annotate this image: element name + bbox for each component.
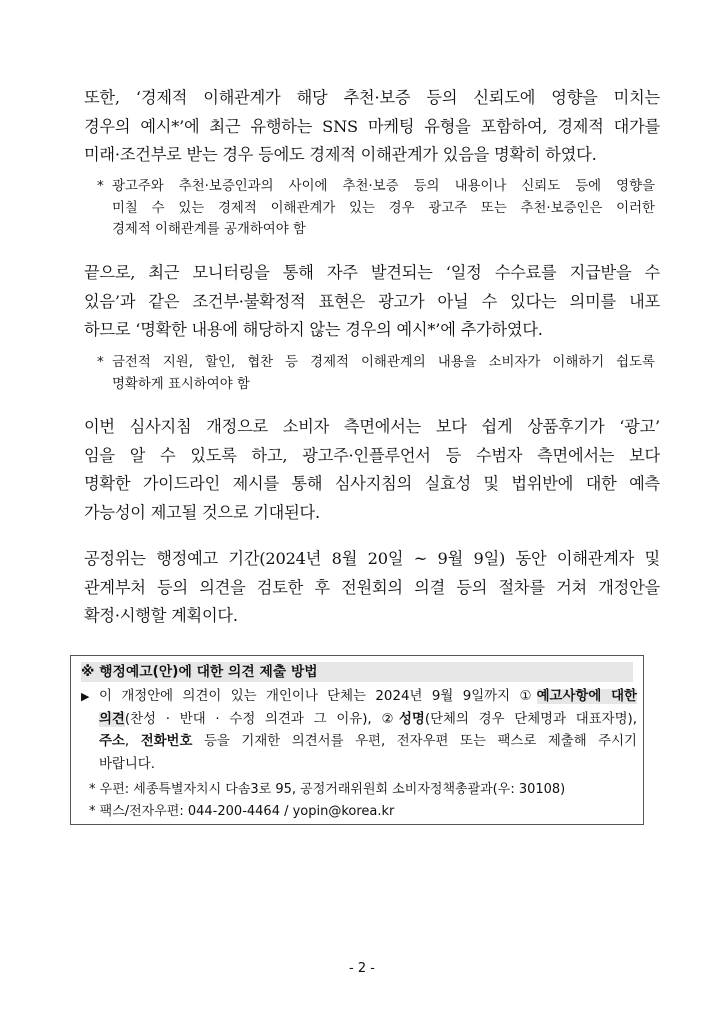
fax-email-line: * 팩스/전자우편: 044-200-4464 / yopin@korea.kr: [89, 804, 395, 819]
submission-instructions: [81, 686, 637, 776]
text-line: 이번 심사지침 개정으로 소비자 측면에서는 보다 쉽게 상품후기가 ‘광고’: [84, 417, 660, 436]
paragraph-expected-effect: [84, 413, 660, 527]
asterisk-mark: *: [97, 355, 104, 370]
text-line: 끝으로, 최근 모니터링을 통해 자주 발견되는 ‘일정 수수료를 지급받을 수: [84, 263, 660, 282]
instruction-emphasis: 성명: [398, 711, 425, 727]
instruction-text: ,: [124, 734, 141, 749]
note-line: 금전적 지원, 할인, 협찬 등 경제적 이해관계의 내용을 소비자가 이해하기 쉽도록: [112, 355, 655, 370]
text-line: 또한, ‘경제적 이해관계가 해당 추천·보증 등의 신뢰도에 영향을 미치는: [84, 88, 660, 107]
text-line: 확정·시행할 계획이다.: [84, 606, 238, 625]
instruction-line: [99, 686, 637, 709]
instruction-line: [99, 709, 637, 732]
paragraph-economic-interest: [84, 84, 660, 170]
instruction-line: [99, 731, 637, 754]
note-line: 경제적 이해관계를 공개하여야 함: [112, 222, 306, 237]
note-line: 명확하게 표시하여야 함: [112, 376, 250, 392]
text-line: 명확한 가이드라인 제시를 통해 심사지침의 실효성 및 법위반에 대한 예측: [84, 474, 660, 493]
instruction-line: [99, 754, 637, 777]
note-line: 미칠 수 있는 경제적 이해관계가 있는 경우 광고주 또는 추천·보증인은 이러한: [112, 200, 655, 216]
footnote-economic-interest: [97, 176, 655, 241]
text-line: 하므로 ‘명확한 내용에 해당하지 않는 경우의 예시*’에 추가하였다.: [84, 320, 543, 339]
instruction-emphasis: 전화번호: [140, 734, 193, 749]
text-line: 있음’과 같은 조건부·불확정적 표현은 광고가 아닐 수 있다는 의미를 내포: [84, 291, 660, 311]
instruction-text: 등을 기재한 의견서를 우편, 전자우편 또는 팩스로 제출해 주시기: [192, 734, 637, 749]
text-line: 미래·조건부로 받는 경우 등에도 경제적 이해관계가 있음을 명확히 하였다.: [84, 145, 597, 164]
footnote-clear-disclosure: [97, 352, 655, 395]
asterisk-mark: *: [97, 179, 104, 194]
paragraph-schedule: [84, 545, 660, 631]
text-line: 가능성이 제고될 것으로 기대된다.: [84, 502, 320, 522]
instruction-text: (찬성 · 반대 · 수정 의견과 그 이유), ②: [124, 711, 399, 727]
note-line: 광고주와 추천·보증인과의 사이에 추천·보증 등의 내용이나 신뢰도 등에 영향을: [112, 179, 655, 194]
instruction-text: 바랍니다.: [99, 756, 155, 772]
text-line: 관계부처 등의 의견을 검토한 후 전원회의 의결 등의 절차를 거쳐 개정안을: [84, 577, 660, 597]
instruction-text: (단체의 경우 단체명과 대표자명),: [424, 711, 638, 727]
triangle-bullet-icon: ▶: [81, 690, 90, 703]
opinion-submission-box: [70, 655, 644, 825]
instruction-emphasis: 의견: [99, 711, 125, 727]
instruction-emphasis: 예고사항에 대한: [536, 689, 637, 704]
instruction-text: 이 개정안에 의견이 있는 개인이나 단체는 2024년 9월 9일까지 ①: [99, 689, 537, 704]
paragraph-conditional-expression: [84, 259, 660, 345]
text-line: 공정위는 행정예고 기간(2024년 8월 20일 ~ 9월 9일) 동안 이해관계자 및: [84, 549, 660, 568]
box-title: ※ 행정예고(안)에 대한 의견 제출 방법: [81, 662, 633, 682]
page-number: - 2 -: [349, 961, 375, 976]
text-line: 임을 알 수 있도록 하고, 광고주·인플루언서 등 수범자 측면에서는 보다: [84, 445, 660, 465]
instruction-emphasis: 주소: [99, 734, 125, 749]
text-line: 경우의 예시*’에 최근 유행하는 SNS 마케팅 유형을 포함하여, 경제적 대가를: [84, 116, 660, 136]
postal-address-line: * 우편: 세종특별자치시 다솜3로 95, 공정거래위원회 소비자정책총괄과(우: 30108): [89, 782, 566, 797]
